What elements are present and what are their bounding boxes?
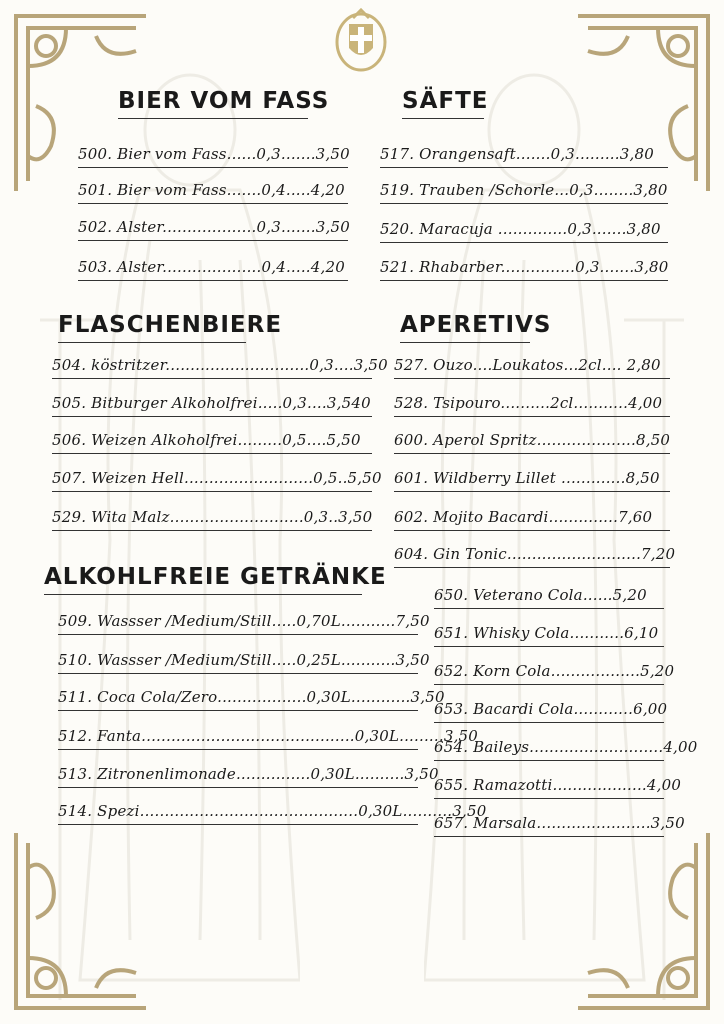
menu-item-528: 528. Tsipouro..........2cl...........4,00 bbox=[394, 394, 670, 417]
menu-item-651: 651. Whisky Cola...........6,10 bbox=[434, 624, 664, 647]
menu-item-653: 653. Bacardi Cola............6,00 bbox=[434, 700, 664, 723]
menu-item-604: 604. Gin Tonic...........................7,20 bbox=[394, 545, 670, 568]
menu-item-655: 655. Ramazotti...................4,00 bbox=[434, 776, 664, 799]
menu-item-529: 529. Wita Malz...........................0,3..3,50 bbox=[52, 508, 372, 531]
menu-item-517: 517. Orangensaft.......0,3.........3,80 bbox=[380, 145, 668, 168]
menu-item-511: 511. Coca Cola/Zero..................0,30L............3,50 bbox=[58, 688, 418, 711]
menu-item-514: 514. Spezi............................................0,30L..........3,50 bbox=[58, 802, 418, 825]
menu-item-503: 503. Alster....................0,4.....4,20 bbox=[78, 258, 348, 281]
menu-item-507: 507. Weizen Hell..........................0,5..5,50 bbox=[52, 469, 372, 492]
section-title-flaschenbiere: FLASCHENBIERE bbox=[58, 312, 246, 343]
menu-item-654: 654. Baileys...........................4,00 bbox=[434, 738, 664, 761]
ornamental-corner-bottom-right-icon bbox=[568, 828, 718, 1018]
section-title-saefte: SÄFTE bbox=[402, 88, 484, 119]
menu-item-520: 520. Maracuja ..............0,3.......3,80 bbox=[380, 220, 668, 243]
ornamental-corner-bottom-left-icon bbox=[6, 828, 156, 1018]
crest-cross-emblem-icon bbox=[335, 8, 387, 72]
section-title-aperetivs: APERETIVS bbox=[400, 312, 530, 343]
menu-item-602: 602. Mojito Bacardi..............7,60 bbox=[394, 508, 670, 531]
menu-item-500: 500. Bier vom Fass......0,3.......3,50 bbox=[78, 145, 348, 168]
menu-item-657: 657. Marsala.......................3,50 bbox=[434, 814, 664, 837]
menu-item-513: 513. Zitronenlimonade...............0,30L..........3,50 bbox=[58, 765, 418, 788]
menu-item-510: 510. Wassser /Medium/Still.....0,25L...........3,50 bbox=[58, 651, 418, 674]
menu-item-502: 502. Alster...................0,3.......3,50 bbox=[78, 218, 348, 241]
menu-item-519: 519. Trauben /Schorle...0,3........3,80 bbox=[380, 181, 668, 204]
menu-item-501: 501. Bier vom Fass.......0,4.....4,20 bbox=[78, 181, 348, 204]
menu-item-521: 521. Rhabarber...............0,3.......3,80 bbox=[380, 258, 668, 281]
menu-item-652: 652. Korn Cola..................5,20 bbox=[434, 662, 664, 685]
menu-item-600: 600. Aperol Spritz....................8,50 bbox=[394, 431, 670, 454]
section-title-bier-vom-fass: BIER VOM FASS bbox=[118, 88, 308, 119]
menu-item-601: 601. Wildberry Lillet .............8,50 bbox=[394, 469, 670, 492]
menu-item-506: 506. Weizen Alkoholfrei.........0,5....5,50 bbox=[52, 431, 372, 454]
menu-item-650: 650. Veterano Cola......5,20 bbox=[434, 586, 664, 609]
menu-item-505: 505. Bitburger Alkoholfrei.....0,3....3,540 bbox=[52, 394, 372, 417]
section-title-alkoholfreie-getraenke: ALKOHLFREIE GETRÄNKE bbox=[44, 564, 362, 595]
menu-item-504: 504. köstritzer.............................0,3....3,50 bbox=[52, 356, 372, 379]
menu-item-527: 527. Ouzo....Loukatos...2cl.... 2,80 bbox=[394, 356, 670, 379]
menu-item-512: 512. Fanta...........................................0,30L.........3,50 bbox=[58, 727, 418, 750]
menu-item-509: 509. Wassser /Medium/Still.....0,70L...........7,50 bbox=[58, 612, 418, 635]
